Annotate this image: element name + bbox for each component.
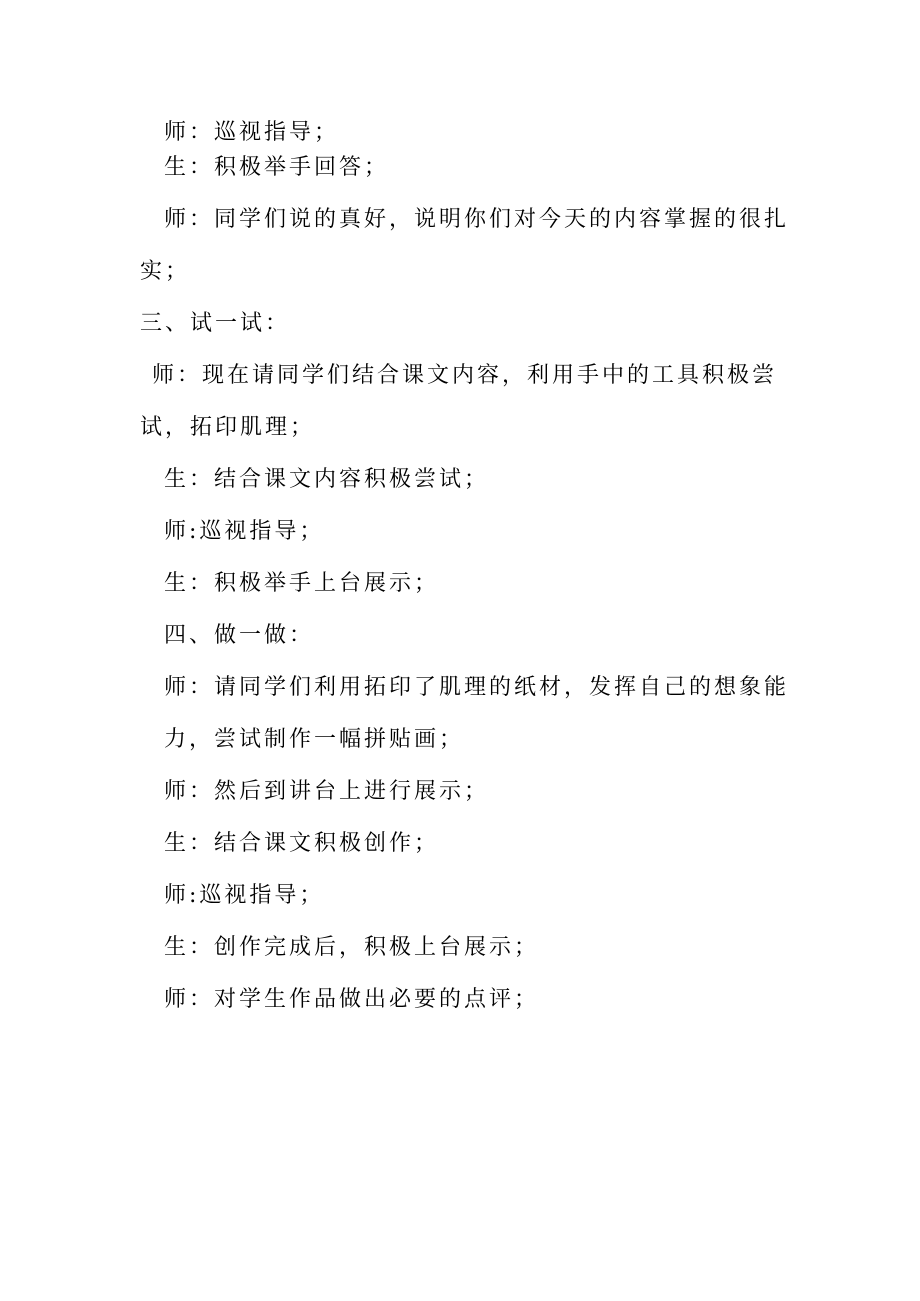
text-line: 实；	[140, 259, 191, 284]
text-line: 生：积极举手上台展示；	[164, 571, 440, 596]
section-heading: 四、做一做：	[164, 623, 315, 648]
text-line: 师：然后到讲台上进行展示；	[164, 779, 490, 804]
text-line: 力，尝试制作一幅拼贴画；	[164, 727, 465, 752]
text-line: 试，拓印肌理；	[140, 415, 316, 440]
text-line: 师:巡视指导；	[164, 883, 325, 908]
text-line: 师：同学们说的真好，说明你们对今天的内容掌握的很扎	[164, 207, 790, 232]
text-line: 生：创作完成后，积极上台展示；	[164, 935, 540, 960]
text-line: 生：积极举手回答；	[164, 155, 390, 180]
text-line: 生：结合课文内容积极尝试；	[164, 467, 490, 492]
text-line: 生：结合课文积极创作；	[164, 831, 440, 856]
text-line: 师：请同学们利用拓印了肌理的纸材，发挥自己的想象能	[164, 675, 790, 700]
text-line: 师：对学生作品做出必要的点评；	[164, 987, 540, 1012]
text-line: 师：现在请同学们结合课文内容，利用手中的工具积极尝	[152, 363, 778, 388]
text-line: 师:巡视指导；	[164, 519, 325, 544]
section-heading: 三、试一试：	[140, 311, 291, 336]
text-line: 师：巡视指导；	[164, 120, 340, 145]
